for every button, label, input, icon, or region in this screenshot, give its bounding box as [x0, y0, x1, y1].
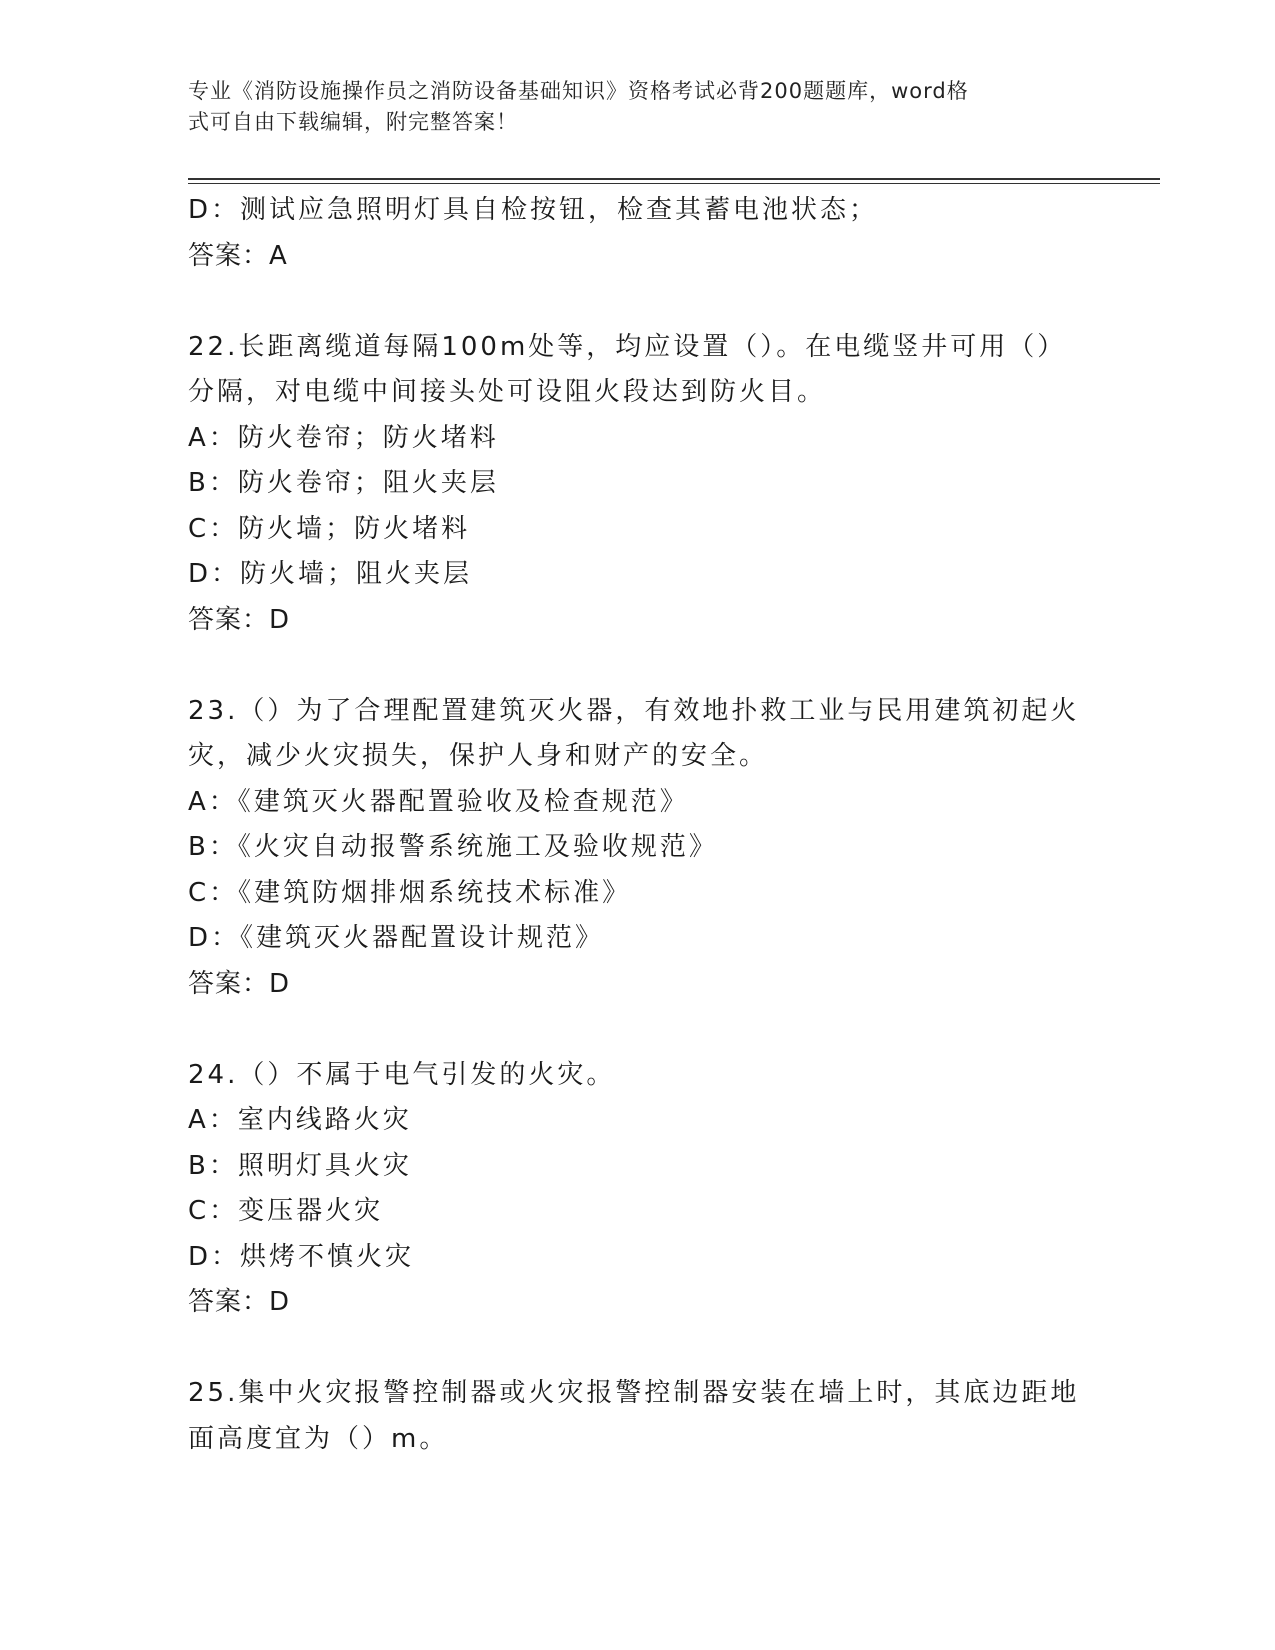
- answer-line: 答案：D: [188, 604, 291, 635]
- question-text-line-1: 22.长距离缆道每隔100m处等，均应设置（）。在电缆竖井可用（）: [188, 331, 1067, 362]
- question-24: [188, 1053, 1088, 1326]
- option-b: B：照明灯具火灾: [188, 1150, 412, 1181]
- option-b: B：防火卷帘；阻火夹层: [188, 468, 499, 498]
- header-divider-thick: [188, 178, 1160, 180]
- question-25: [188, 1371, 1088, 1462]
- document-header: [188, 76, 1088, 138]
- option-d: D：防火墙；阻火夹层: [188, 559, 473, 589]
- option-a: A：防火卷帘；防火堵料: [188, 422, 499, 453]
- header-line-1: 专业《消防设施操作员之消防设备基础知识》资格考试必背200题题库，word格: [188, 79, 969, 103]
- spacer: [188, 1007, 1088, 1053]
- question-text-line-1: 25.集中火灾报警控制器或火灾报警控制器安装在墙上时，其底边距地: [188, 1378, 1080, 1408]
- option-a: A：《建筑灭火器配置验收及检查规范》: [188, 786, 689, 817]
- option-a: A：室内线路火灾: [188, 1105, 412, 1135]
- question-text-line-2: 面高度宜为（）m。: [188, 1423, 449, 1454]
- spacer: [188, 1326, 1088, 1372]
- spacer: [188, 279, 1088, 325]
- question-text-line-1: 23.（）为了合理配置建筑灭火器，有效地扑救工业与民用建筑初起火: [188, 695, 1080, 726]
- option-c: C：变压器火灾: [188, 1196, 384, 1226]
- previous-question-tail: [188, 188, 1088, 279]
- option-d: D：《建筑灭火器配置设计规范》: [188, 923, 605, 953]
- question-content: [188, 188, 1088, 1462]
- answer-line: 答案：D: [188, 1287, 291, 1317]
- spacer: [188, 643, 1088, 689]
- question-22: [188, 325, 1088, 644]
- question-text-line-1: 24.（）不属于电气引发的火灾。: [188, 1059, 616, 1090]
- header-divider-thin: [188, 183, 1160, 184]
- answer-line: 答案：A: [188, 240, 288, 271]
- question-text-line-2: 灾，减少火灾损失，保护人身和财产的安全。: [188, 741, 769, 771]
- option-d: D：测试应急照明灯具自检按钮，检查其蓄电池状态；: [188, 195, 879, 225]
- answer-line: 答案：D: [188, 968, 291, 999]
- option-d: D：烘烤不慎火灾: [188, 1241, 415, 1272]
- question-text-line-2: 分隔，对电缆中间接头处可设阻火段达到防火目。: [188, 377, 827, 407]
- question-23: [188, 689, 1088, 1008]
- header-line-2: 式可自由下载编辑，附完整答案！: [188, 110, 518, 134]
- option-c: C：防火墙；防火堵料: [188, 513, 471, 544]
- option-c: C：《建筑防烟排烟系统技术标准》: [188, 877, 632, 908]
- option-b: B：《火灾自动报警系统施工及验收规范》: [188, 832, 718, 862]
